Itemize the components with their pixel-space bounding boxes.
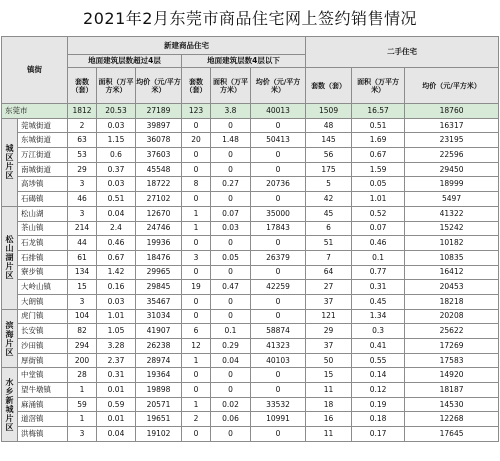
table-cell: 17843 [251,221,306,236]
table-cell: 0.1 [352,250,405,265]
table-cell: 6 [182,324,211,339]
table-cell: 18760 [405,104,499,119]
table-cell: 26238 [136,339,182,354]
table-cell: 0.03 [97,118,136,133]
table-cell: 0.3 [352,324,405,339]
table-cell: 42259 [251,280,306,295]
table-row [2,412,499,427]
table-cell: 0.19 [352,397,405,412]
table-cell: 0.47 [211,280,251,295]
table-cell: 134 [68,265,97,280]
town-name: 大岭山镇 [18,280,68,295]
table-row [2,383,499,398]
town-name: 沙田镇 [18,339,68,354]
town-name: 虎门镇 [18,309,68,324]
table-cell: 1.42 [97,265,136,280]
table-row [2,309,499,324]
table-cell: 0.67 [352,148,405,163]
table-cell: 1.34 [352,309,405,324]
table-cell: 37603 [136,148,182,163]
table-row [2,192,499,207]
table-cell: 3 [68,294,97,309]
table-cell: 1.48 [211,133,251,148]
table-cell: 0 [251,192,306,207]
table-cell: 50 [306,353,352,368]
table-cell: 0.17 [352,427,405,442]
table-cell: 200 [68,353,97,368]
table-cell: 0 [251,383,306,398]
table-cell: 8 [182,177,211,192]
table-cell: 39897 [136,118,182,133]
table-cell: 11 [306,383,352,398]
table-row [2,339,499,354]
table-cell: 1812 [68,104,97,119]
table-cell: 17583 [405,353,499,368]
table-cell: 23195 [405,133,499,148]
table-cell: 1 [68,412,97,427]
table-cell: 14920 [405,368,499,383]
table-cell: 16412 [405,265,499,280]
table-cell: 0.51 [352,118,405,133]
table-cell: 1.59 [352,162,405,177]
table-row [2,280,499,295]
table-cell: 1 [68,383,97,398]
sales-table [1,36,499,442]
table-row [2,265,499,280]
table-cell: 41322 [405,206,499,221]
table-cell: 0.67 [97,250,136,265]
table-cell: 0.01 [97,412,136,427]
table-cell: 0.77 [352,265,405,280]
table-cell: 0 [251,294,306,309]
town-name: 茶山镇 [18,221,68,236]
table-cell: 0 [182,427,211,442]
table-cell: 0.03 [97,177,136,192]
table-cell: 0.45 [352,294,405,309]
table-cell: 29450 [405,162,499,177]
table-cell: 53 [68,148,97,163]
table-cell: 48 [306,118,352,133]
table-cell: 1509 [306,104,352,119]
table-cell: 37 [306,294,352,309]
table-cell: 0.04 [211,353,251,368]
table-cell: 64 [306,265,352,280]
region-header: 镇街 [2,37,68,104]
table-cell: 29845 [136,280,182,295]
table-cell: 0 [251,265,306,280]
table-cell: 0 [182,236,211,251]
table-cell: 29 [68,162,97,177]
table-cell: 1.01 [352,192,405,207]
table-cell: 3 [68,427,97,442]
table-cell: 20571 [136,397,182,412]
table-cell: 0.07 [211,206,251,221]
table-cell: 0.03 [211,221,251,236]
table-cell: 0 [182,383,211,398]
table-cell: 82 [68,324,97,339]
table-cell: 0 [211,309,251,324]
table-cell: 0.04 [97,206,136,221]
table-cell: 17269 [405,339,499,354]
units-header: 套数（套） [68,68,97,104]
table-cell: 0.1 [211,324,251,339]
table-cell: 7 [306,250,352,265]
table-cell: 35000 [251,206,306,221]
table-cell: 61 [68,250,97,265]
table-cell: 14530 [405,397,499,412]
table-cell: 0 [251,427,306,442]
table-cell: 22596 [405,148,499,163]
table-cell: 10835 [405,250,499,265]
table-cell: 20.53 [97,104,136,119]
table-cell: 2 [182,412,211,427]
group-label: 城区片区 [2,118,18,206]
table-row [2,148,499,163]
table-cell: 20208 [405,309,499,324]
table-cell: 0.05 [352,177,405,192]
units-header: 套数（套） [306,68,352,104]
town-name: 望牛墩镇 [18,383,68,398]
town-name: 厚街镇 [18,353,68,368]
table-cell: 20 [182,133,211,148]
table-cell: 0.6 [97,148,136,163]
table-cell: 104 [68,309,97,324]
city-name: 东莞市 [2,104,68,119]
town-name: 松山湖 [18,206,68,221]
table-cell: 0.31 [352,280,405,295]
table-cell: 0.07 [352,221,405,236]
table-cell: 0.14 [352,368,405,383]
table-cell: 0.52 [352,206,405,221]
table-cell: 0 [182,192,211,207]
table-cell: 0 [182,265,211,280]
table-cell: 27102 [136,192,182,207]
table-cell: 18218 [405,294,499,309]
table-cell: 36078 [136,133,182,148]
table-row [2,324,499,339]
table-cell: 35467 [136,294,182,309]
table-cell: 59 [68,397,97,412]
area-header: 面积（万平方米） [352,68,405,104]
table-cell: 0 [182,368,211,383]
table-cell: 16 [306,412,352,427]
table-row [2,206,499,221]
table-cell: 29 [306,324,352,339]
table-cell: 17645 [405,427,499,442]
table-cell: 18476 [136,250,182,265]
city-total-row [2,104,499,119]
town-name: 大朗镇 [18,294,68,309]
table-cell: 1.05 [97,324,136,339]
area-header: 面积（万平方米） [211,68,251,104]
table-row [2,397,499,412]
table-cell: 28 [68,368,97,383]
table-cell: 12 [182,339,211,354]
table-cell: 15 [68,280,97,295]
table-cell: 0.02 [211,397,251,412]
table-cell: 0 [211,383,251,398]
town-name: 长安镇 [18,324,68,339]
table-cell: 1.01 [97,309,136,324]
table-cell: 45 [306,206,352,221]
table-cell: 63 [68,133,97,148]
table-cell: 0 [251,148,306,163]
table-cell: 0.01 [97,383,136,398]
price-header: 均价（元/平方米） [405,68,499,104]
table-row [2,427,499,442]
table-cell: 0.37 [97,162,136,177]
table-cell: 31034 [136,309,182,324]
table-cell: 50413 [251,133,306,148]
table-cell: 0 [182,118,211,133]
town-name: 洪梅镇 [18,427,68,442]
table-cell: 0.16 [97,280,136,295]
table-cell: 0 [251,162,306,177]
table-cell: 3 [182,250,211,265]
table-row [2,133,499,148]
table-cell: 26379 [251,250,306,265]
table-cell: 0 [182,162,211,177]
table-cell: 0.06 [211,412,251,427]
table-cell: 11 [306,427,352,442]
table-cell: 18722 [136,177,182,192]
table-row [2,177,499,192]
table-cell: 0 [211,427,251,442]
town-name: 南城街道 [18,162,68,177]
table-cell: 0 [211,265,251,280]
table-cell: 28974 [136,353,182,368]
above-4-floors-header: 地面建筑层数超过4层 [68,55,182,68]
table-cell: 0 [182,294,211,309]
table-cell: 15242 [405,221,499,236]
table-cell: 51 [306,236,352,251]
table-cell: 24746 [136,221,182,236]
header-row-3 [2,68,499,104]
table-row [2,250,499,265]
town-name: 麻涌镇 [18,397,68,412]
table-cell: 20736 [251,177,306,192]
table-cell: 0.04 [97,427,136,442]
table-cell: 46 [68,192,97,207]
table-cell: 1 [182,397,211,412]
table-cell: 42 [306,192,352,207]
table-cell: 45548 [136,162,182,177]
table-cell: 0 [251,368,306,383]
town-name: 寮步镇 [18,265,68,280]
table-cell: 0 [211,192,251,207]
town-name: 高埗镇 [18,177,68,192]
second-hand-header: 二手住宅 [306,37,499,68]
table-cell: 10991 [251,412,306,427]
table-cell: 0 [211,118,251,133]
page-title: 2021年2月东莞市商品住宅网上签约销售情况 [83,9,417,28]
table-cell: 5497 [405,192,499,207]
table-cell: 19364 [136,368,182,383]
table-cell: 3 [68,206,97,221]
table-cell: 27189 [136,104,182,119]
table-cell: 2.37 [97,353,136,368]
table-cell: 18 [306,397,352,412]
table-row [2,162,499,177]
town-name: 莞城街道 [18,118,68,133]
table-cell: 44 [68,236,97,251]
town-name: 石碣镇 [18,192,68,207]
table-cell: 58874 [251,324,306,339]
table-cell: 0.41 [352,339,405,354]
table-cell: 123 [182,104,211,119]
table-cell: 0.29 [211,339,251,354]
table-row [2,221,499,236]
table-cell: 1.15 [97,133,136,148]
table-cell: 3 [68,177,97,192]
table-cell: 0.59 [97,397,136,412]
new-housing-header: 新建商品住宅 [68,37,306,55]
table-cell: 0.55 [352,353,405,368]
table-cell: 33532 [251,397,306,412]
table-cell: 0.31 [97,368,136,383]
table-cell: 0.51 [97,192,136,207]
table-cell: 16.57 [352,104,405,119]
table-cell: 56 [306,148,352,163]
town-name: 万江街道 [18,148,68,163]
table-cell: 0.05 [211,250,251,265]
table-cell: 0.46 [352,236,405,251]
table-cell: 37 [306,339,352,354]
table-cell: 29965 [136,265,182,280]
table-cell: 27 [306,280,352,295]
table-row [2,294,499,309]
table-cell: 5 [306,177,352,192]
town-name: 中堂镇 [18,368,68,383]
table-cell: 0 [251,309,306,324]
table-cell: 25622 [405,324,499,339]
table-cell: 0.12 [352,383,405,398]
table-cell: 175 [306,162,352,177]
table-cell: 0.18 [352,412,405,427]
table-cell: 15 [306,368,352,383]
table-cell: 3.8 [211,104,251,119]
table-cell: 0 [211,162,251,177]
table-cell: 214 [68,221,97,236]
table-cell: 0 [182,148,211,163]
table-cell: 12670 [136,206,182,221]
table-cell: 3.28 [97,339,136,354]
town-name: 石排镇 [18,250,68,265]
table-cell: 0.03 [97,294,136,309]
table-cell: 1 [182,353,211,368]
table-row [2,118,499,133]
table-cell: 40103 [251,353,306,368]
table-cell: 19651 [136,412,182,427]
table-cell: 18187 [405,383,499,398]
table-cell: 20453 [405,280,499,295]
group-label: 松山湖片区 [2,206,18,309]
table-cell: 19 [182,280,211,295]
table-cell: 121 [306,309,352,324]
table-cell: 294 [68,339,97,354]
table-cell: 18999 [405,177,499,192]
table-cell: 0 [211,148,251,163]
price-header: 均价（元/平方米） [251,68,306,104]
table-cell: 0 [211,368,251,383]
table-row [2,236,499,251]
table-cell: 19102 [136,427,182,442]
table-cell: 19936 [136,236,182,251]
table-cell: 1 [182,221,211,236]
table-cell: 12268 [405,412,499,427]
header-row-1 [2,37,499,55]
table-row [2,368,499,383]
group-label: 水乡新城片区 [2,368,18,441]
table-cell: 41323 [251,339,306,354]
table-cell: 0 [211,236,251,251]
table-cell: 145 [306,133,352,148]
table-cell: 1.69 [352,133,405,148]
town-name: 石龙镇 [18,236,68,251]
table-cell: 41907 [136,324,182,339]
price-header: 均价（元/平方米） [136,68,182,104]
units-header: 套数（套） [182,68,211,104]
town-name: 道滘镇 [18,412,68,427]
table-cell: 0 [182,309,211,324]
table-cell: 0.27 [211,177,251,192]
town-name: 东城街道 [18,133,68,148]
table-cell: 2 [68,118,97,133]
group-label: 滨海片区 [2,309,18,368]
below-4-floors-header: 地面建筑层数4层以下 [182,55,306,68]
table-cell: 0 [211,294,251,309]
table-cell: 0 [251,118,306,133]
table-cell: 1 [182,206,211,221]
table-cell: 0.46 [97,236,136,251]
table-cell: 19898 [136,383,182,398]
table-cell: 10182 [405,236,499,251]
table-row [2,353,499,368]
table-cell: 2.4 [97,221,136,236]
table-cell: 40013 [251,104,306,119]
area-header: 面积（万平方米） [97,68,136,104]
table-cell: 6 [306,221,352,236]
table-cell: 0 [251,236,306,251]
table-cell: 16317 [405,118,499,133]
